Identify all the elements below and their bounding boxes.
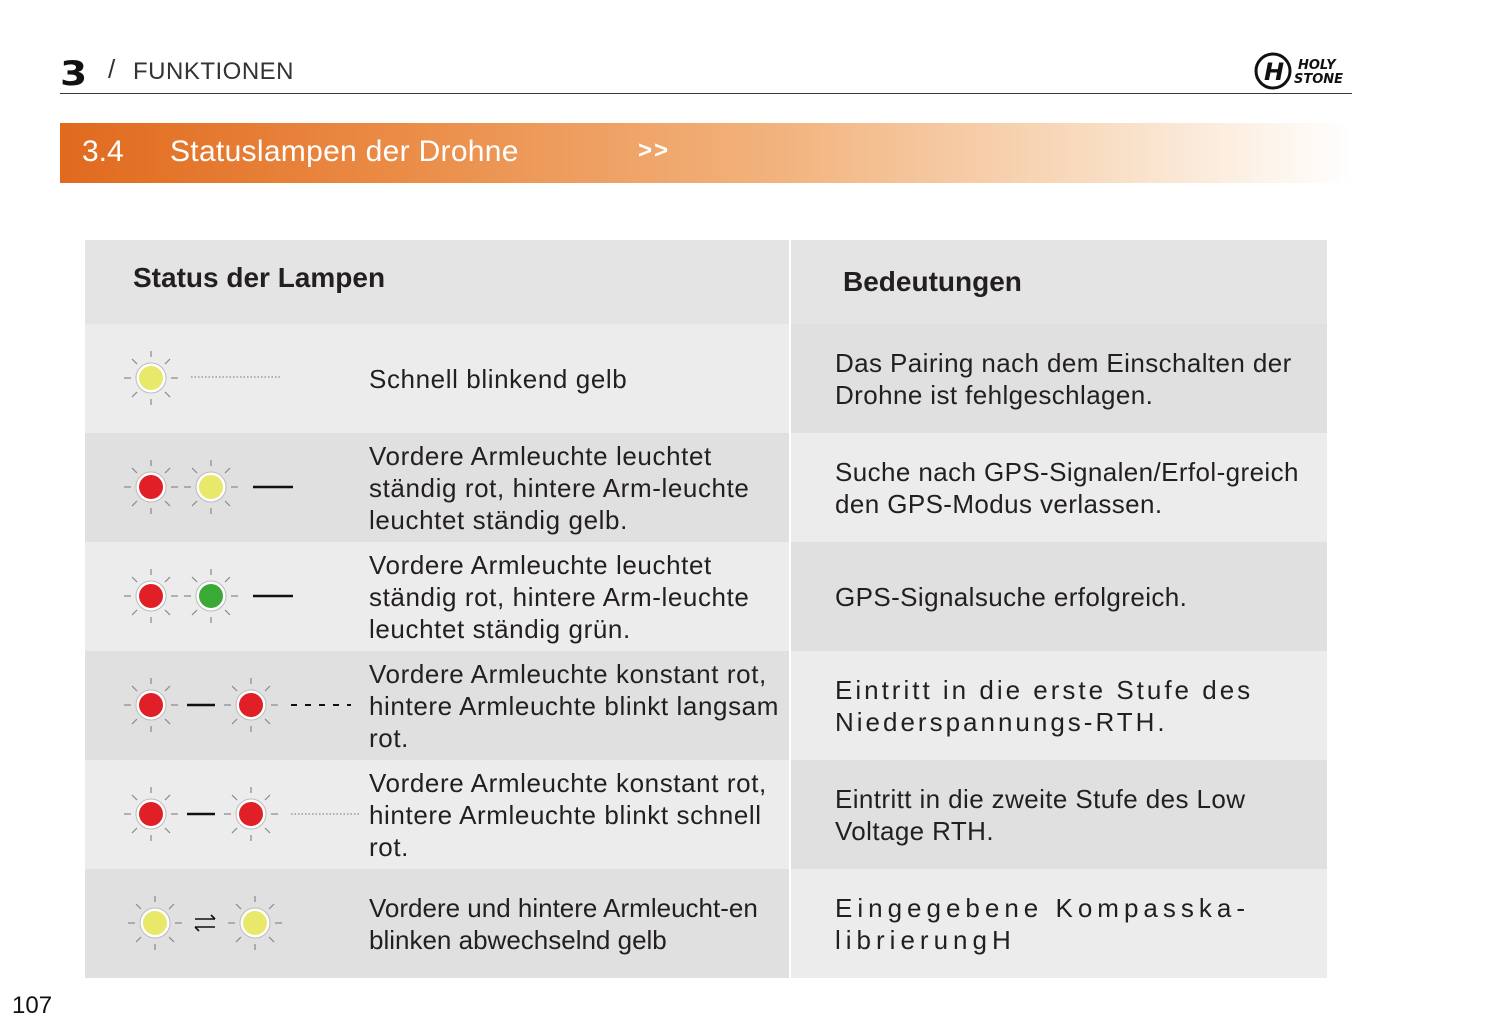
meaning-text: Eintritt in die erste Stufe des Niederspannungs-RTH. [835,674,1254,737]
header-cell-status [85,240,789,324]
lamp-red-icon [124,678,178,732]
table-row [85,433,1327,542]
section-title: Statuslampen der Drohne [170,135,519,168]
status-cell [85,869,789,978]
status-table [85,240,1327,978]
holy-stone-logo [1254,52,1352,90]
table-row [85,542,1327,651]
logo-text-top: HOLY [1298,58,1336,73]
meaning-cell [791,869,1327,978]
status-cell [85,760,789,869]
meaning-text: GPS-Signalsuche erfolgreich. [835,581,1188,612]
logo-text-bottom: STONE [1294,72,1344,87]
lamp-icons-fast-yellow [115,342,365,414]
meaning-cell [791,433,1327,542]
meaning-text: Eintritt in die zweite Stufe des Low Voltage RTH. [835,783,1246,846]
chapter-title: FUNKTIONEN [133,58,294,85]
status-cell [85,651,789,760]
lamp-yellow-icon [184,460,238,514]
status-text: Schnell blinkend gelb [369,363,628,394]
meaning-cell [791,760,1327,869]
status-cell [85,324,789,433]
table-header-row [85,240,1327,324]
lamp-icons-red-yellow-solid [115,451,365,523]
header-status: Status der Lampen [133,262,386,293]
status-cell [85,433,789,542]
section-arrows: >> [638,137,671,164]
section-number: 3.4 [82,135,124,168]
lamp-icons-red-green-solid [115,560,365,632]
lamp-yellow-icon [124,351,178,405]
logo-mark: H [1264,58,1285,86]
status-text: Vordere Armleuchte leuchtet ständig rot, hintere Arm-leuchte leuchtet ständig gelb. [369,440,750,535]
status-text: Vordere Armleuchte konstant rot, hintere Armleuchte blinkt langsam rot. [369,658,780,753]
lamp-red-icon [124,460,178,514]
meaning-cell [791,651,1327,760]
section-banner [60,123,1352,183]
chapter-number: 3 [60,54,88,94]
table-row [85,869,1327,978]
lamp-green-icon [184,569,238,623]
lamp-yellow-icon [228,896,282,950]
table-row [85,760,1327,869]
lamp-icons-red-red-fast [115,778,365,850]
lamp-icons-yellow-alternate [115,887,365,959]
status-text: Vordere Armleuchte konstant rot, hintere Armleuchte blinkt schnell rot. [369,767,767,862]
meaning-text: Suche nach GPS-Signalen/Erfol-greich den GPS-Modus verlassen. [835,456,1299,519]
status-cell [85,542,789,651]
page-header [60,52,1352,94]
lamp-red-icon [224,678,278,732]
status-text: Vordere und hintere Armleucht-en blinken abwechselnd gelb [369,892,758,955]
meaning-text: Das Pairing nach dem Einschalten der Drohne ist fehlgeschlagen. [835,347,1292,410]
header-meaning: Bedeutungen [843,266,1022,297]
chapter-separator: / [108,54,116,84]
lamp-yellow-icon [128,896,182,950]
alternate-arrows-icon [195,915,215,931]
lamp-icons-red-red-slow [115,669,365,741]
lamp-red-icon [124,569,178,623]
table-row [85,651,1327,760]
lamp-red-icon [224,787,278,841]
header-cell-meaning [791,240,1327,324]
meaning-cell [791,542,1327,651]
page-number: 107 [12,992,53,1017]
meaning-cell [791,324,1327,433]
table-row [85,324,1327,433]
meaning-text: Eingegebene Kompasska-librierungH [835,892,1250,955]
lamp-red-icon [124,787,178,841]
status-text: Vordere Armleuchte leuchtet ständig rot, hintere Arm-leuchte leuchtet ständig grün. [369,549,750,644]
